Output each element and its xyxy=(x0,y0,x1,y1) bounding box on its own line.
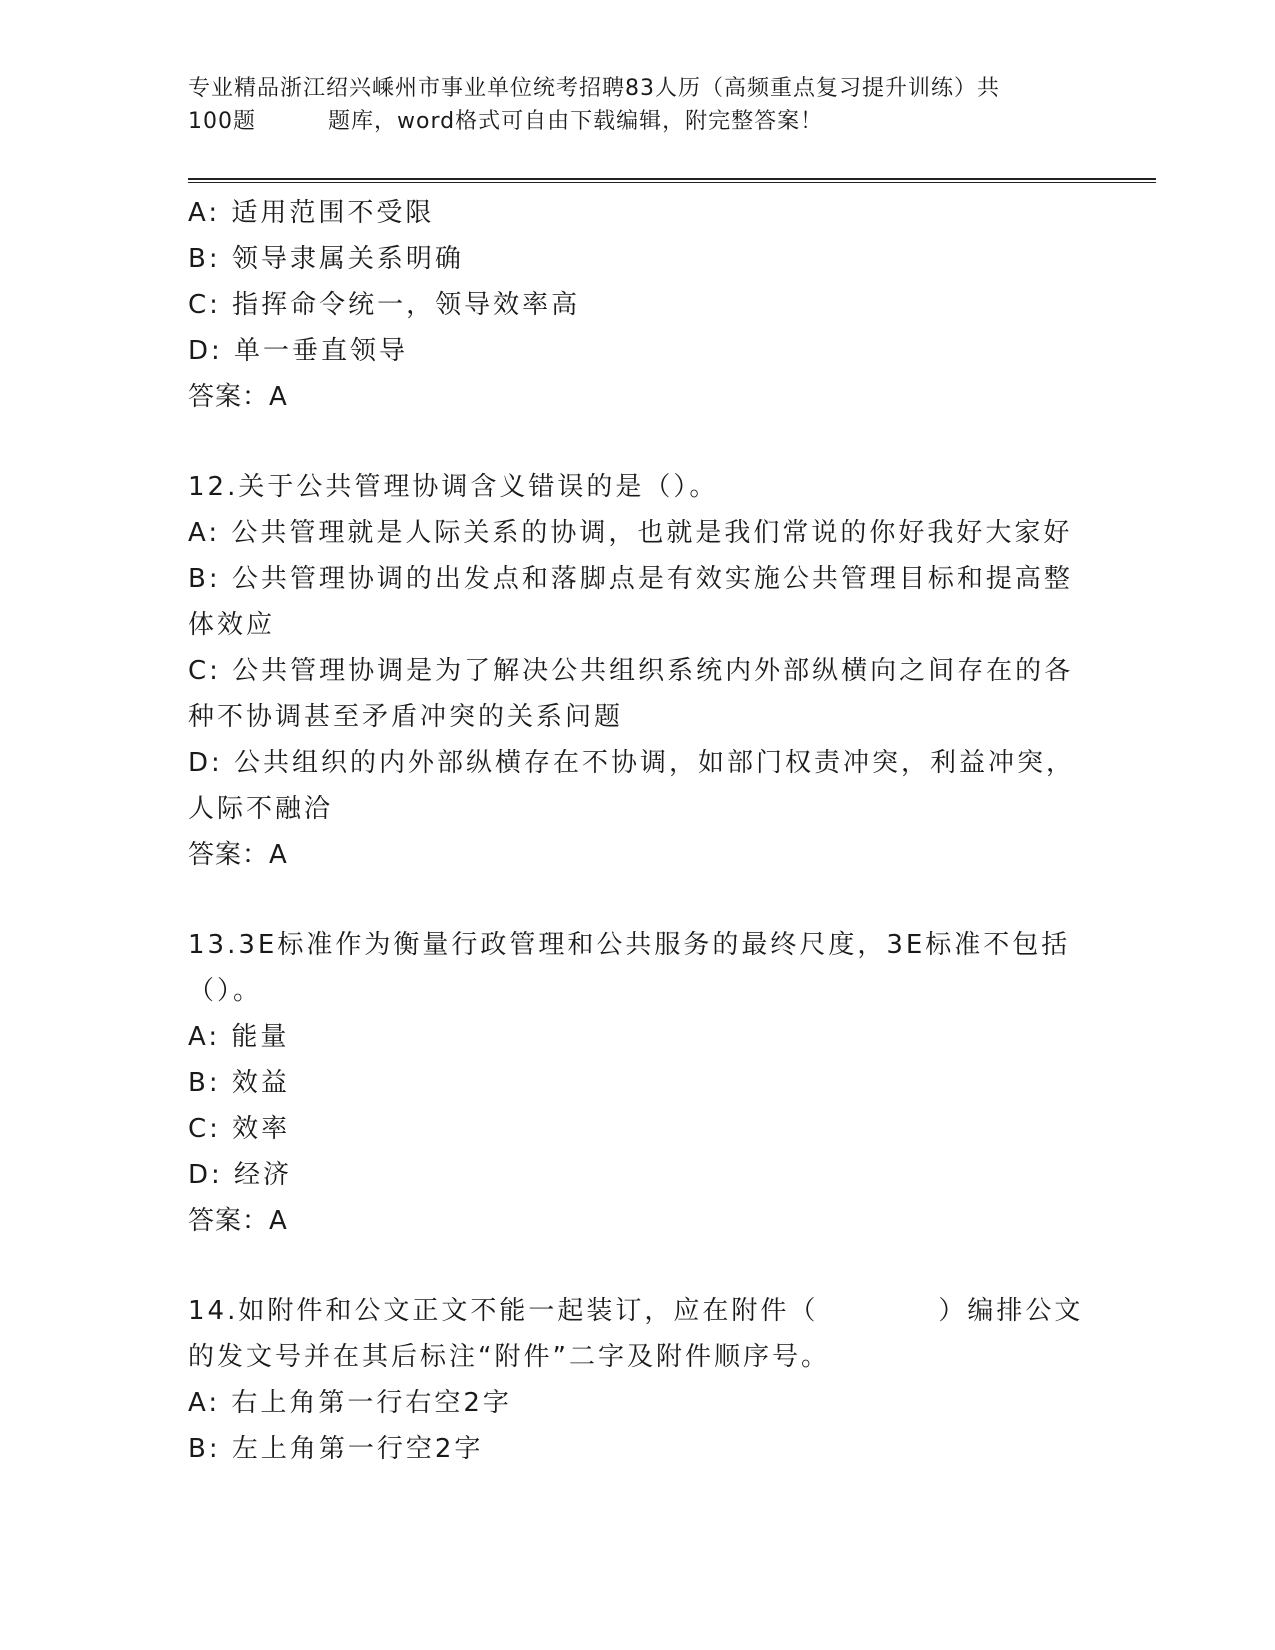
header-description: 题库，word格式可自由下载编辑，附完整答案！ xyxy=(328,109,824,134)
option-b: B: 公共管理协调的出发点和落脚点是有效实施公共管理目标和提高整体效应 xyxy=(188,564,1073,640)
question-stem: 13.3E标准作为衡量行政管理和公共服务的最终尺度，3E标准不包括（）。 xyxy=(188,930,1071,1006)
question-11 xyxy=(188,190,1088,420)
option-d: D: 单一垂直领导 xyxy=(188,336,409,366)
document-header xyxy=(188,72,1088,138)
header-title-line1: 专业精品浙江绍兴嵊州市事业单位统考招聘83人历（高频重点复习提升训练）共 xyxy=(188,76,1000,101)
option-d: D: 经济 xyxy=(188,1160,293,1190)
header-divider xyxy=(188,178,1156,180)
question-stem-part1: 14.如附件和公文正文不能一起装订，应在附件（ xyxy=(188,1296,819,1326)
header-question-count: 100题 xyxy=(188,109,256,134)
header-divider-thin xyxy=(188,182,1156,183)
question-stem-part2: ）编排公文的发文号并在其后标注“附件”二字及附件顺序号。 xyxy=(188,1296,1084,1372)
question-stem xyxy=(188,1288,1088,1380)
option-c: C: 公共管理协调是为了解决公共组织系统内外部纵横向之间存在的各种不协调甚至矛盾冲突的关系问题 xyxy=(188,656,1074,732)
option-d: D: 公共组织的内外部纵横存在不协调，如部门权责冲突，利益冲突，人际不融洽 xyxy=(188,748,1076,824)
header-title-line2 xyxy=(188,105,1088,138)
answer-line: 答案：A xyxy=(188,840,288,870)
question-12 xyxy=(188,464,1088,878)
option-b: B: 左上角第一行空2字 xyxy=(188,1434,484,1464)
option-a: A: 右上角第一行右空2字 xyxy=(188,1388,512,1418)
option-c: C: 指挥命令统一，领导效率高 xyxy=(188,290,581,320)
option-a: A: 公共管理就是人际关系的协调，也就是我们常说的你好我好大家好 xyxy=(188,518,1073,548)
option-c: C: 效率 xyxy=(188,1114,291,1144)
answer-line: 答案：A xyxy=(188,1206,288,1236)
option-a: A: 适用范围不受限 xyxy=(188,198,435,228)
option-a: A: 能量 xyxy=(188,1022,290,1052)
question-13 xyxy=(188,922,1088,1244)
question-stem: 12.关于公共管理协调含义错误的是（）。 xyxy=(188,472,719,502)
question-14 xyxy=(188,1288,1088,1472)
question-content xyxy=(188,190,1088,1472)
answer-line: 答案：A xyxy=(188,382,288,412)
option-b: B: 效益 xyxy=(188,1068,290,1098)
option-b: B: 领导隶属关系明确 xyxy=(188,244,464,274)
